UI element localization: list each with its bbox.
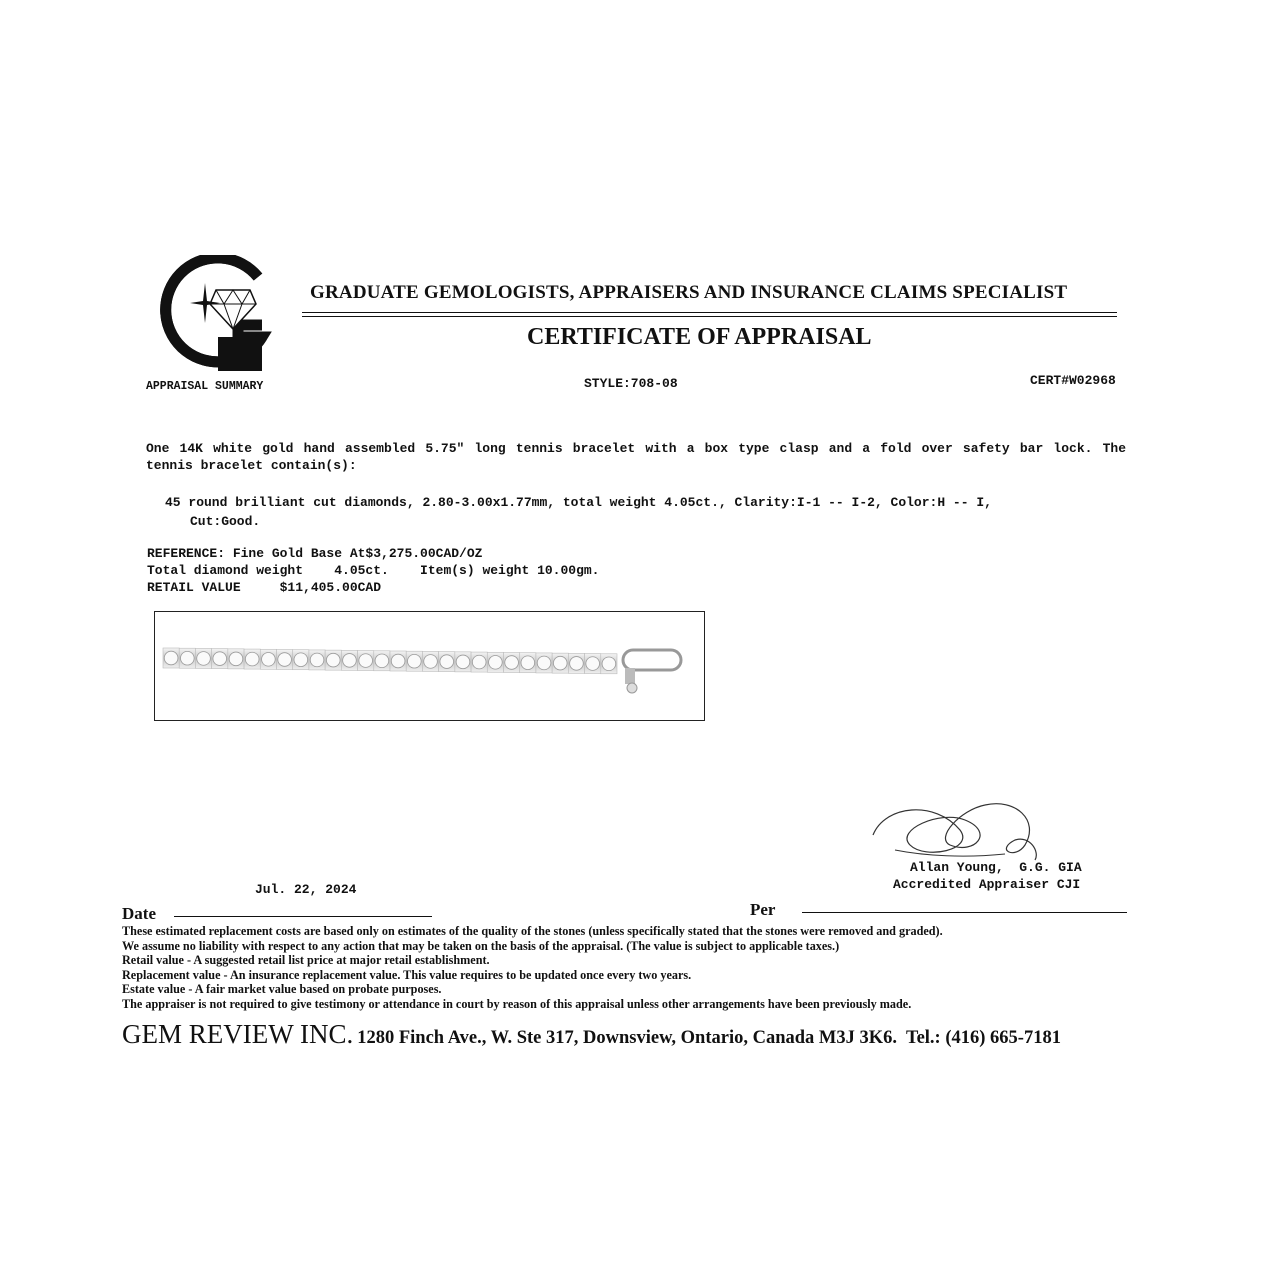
diamond-stone — [262, 652, 276, 666]
diamond-stone — [213, 652, 227, 666]
diamond-stone — [294, 653, 308, 667]
diamond-stone — [602, 657, 616, 671]
stone-cut: Cut:Good. — [190, 514, 261, 529]
diamond-stone — [489, 655, 503, 669]
date-underline — [174, 916, 432, 917]
diamond-stone — [537, 656, 551, 670]
disclaimer-line: We assume no liability with respect to any action that may be taken on the basis of the appraisal. (The value is subject to applicable taxes.) — [122, 938, 840, 953]
disclaimer-line: Estate value - A fair market value based on probate purposes. — [122, 982, 442, 997]
company-name: GEM REVIEW INC. — [122, 1019, 354, 1049]
diamond-stone — [326, 653, 340, 667]
diamond-stone — [197, 652, 211, 666]
diamond-stone — [521, 656, 535, 670]
diamond-stone — [181, 651, 195, 665]
cert-number: CERT#W02968 — [1030, 373, 1116, 388]
appraiser-signature — [865, 790, 1045, 870]
reference-line: REFERENCE: Fine Gold Base At$3,275.00CAD/OZ — [147, 546, 483, 561]
diamond-stone — [310, 653, 324, 667]
diamond-stone — [164, 651, 178, 665]
diamond-stone — [391, 654, 405, 668]
certificate-title: CERTIFICATE OF APPRAISAL — [527, 324, 872, 350]
retail-value-line: RETAIL VALUE $11,405.00CAD — [147, 580, 382, 595]
per-label: Per — [750, 900, 776, 919]
bracelet-photo — [154, 611, 705, 721]
diamond-stone — [278, 653, 292, 667]
header-tagline: GRADUATE GEMOLOGISTS, APPRAISERS AND INSURANCE CLAIMS SPECIALIST — [310, 282, 1068, 303]
appraiser-title: Accredited Appraiser CJI — [893, 877, 1081, 892]
diamond-stone — [408, 654, 422, 668]
date-value: Jul. 22, 2024 — [255, 882, 357, 897]
per-underline — [802, 912, 1127, 913]
disclaimer-line: The appraiser is not required to give testimony or attendance in court by reason of this appraisal unless other arrangements have been previously made. — [122, 996, 912, 1011]
diamond-stone — [229, 652, 243, 666]
diamond-stone — [586, 657, 600, 671]
disclaimer-line: Retail value - A suggested retail list price at major retail establishment. — [122, 953, 490, 968]
diamond-stone — [359, 654, 373, 668]
appraiser-name: Allan Young, G.G. GIA — [910, 860, 1082, 875]
header-rule-bottom — [302, 316, 1117, 317]
weight-line: Total diamond weight 4.05ct. Item(s) weight 10.00gm. — [147, 563, 600, 578]
diamond-stone — [553, 656, 567, 670]
diamond-stone — [245, 652, 259, 666]
diamond-stone — [472, 655, 486, 669]
header-rule-top — [302, 312, 1117, 313]
diamond-stone — [456, 655, 470, 669]
item-description: One 14K white gold hand assembled 5.75" long tennis bracelet with a box type clasp and a fold over safety bar lock. The tennis bracelet contain(s): — [146, 441, 1126, 473]
diamond-stone — [424, 655, 438, 669]
style-number: STYLE:708-08 — [584, 376, 678, 391]
disclaimer-line: These estimated replacement costs are based only on estimates of the quality of the stones (unless specifically stated that the stones were removed and graded). — [122, 924, 943, 938]
footer — [122, 1019, 1061, 1050]
diamond-stone — [570, 657, 584, 671]
company-logo — [150, 255, 275, 380]
disclaimer — [122, 924, 1122, 1012]
stone-details: 45 round brilliant cut diamonds, 2.80-3.00x1.77mm, total weight 4.05ct., Clarity:I-1 -- I-2, Color:H -- I, — [165, 495, 992, 510]
disclaimer-line: Replacement value - An insurance replacement value. This value requires to be updated once every two years. — [122, 967, 692, 982]
diamond-stone — [440, 655, 454, 669]
bracelet-image — [155, 612, 703, 719]
company-address: 1280 Finch Ave., W. Ste 317, Downsview, Ontario, Canada M3J 3K6. Tel.: (416) 665-7181 — [357, 1028, 1061, 1048]
date-label: Date — [122, 904, 156, 923]
diamond-stone — [343, 654, 357, 668]
diamond-stone — [375, 654, 389, 668]
appraisal-summary-label: APPRAISAL SUMMARY — [146, 380, 264, 393]
diamond-stone — [505, 656, 519, 670]
